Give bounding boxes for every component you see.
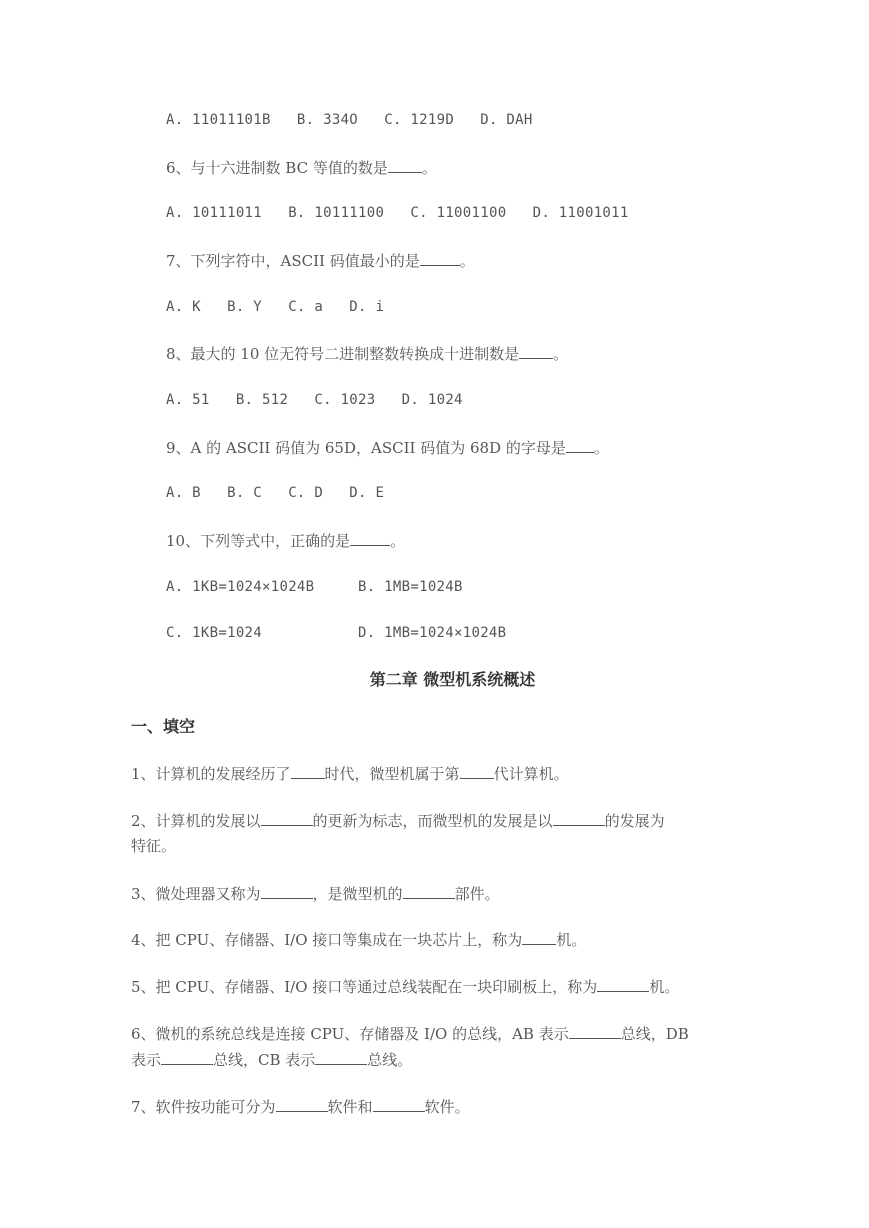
q6-end: 。 [421,159,437,177]
f3-part-a: 3、微处理器又称为 [131,885,261,903]
f3-part-c: 部件。 [454,885,500,903]
answer-blank [403,883,455,899]
q7-text: 7、下列字符中，ASCII 码值最小的是 [166,252,420,270]
fill-question-1 [131,763,569,784]
question-8 [166,343,568,364]
q10-end: 。 [390,532,406,550]
fill-question-2-cont: 特征。 [131,837,177,855]
f6-part-c: 表示 [131,1051,162,1069]
f3-part-b: ，是微型机的 [312,885,403,903]
answer-blank [261,810,313,826]
chapter-title: 第二章 微型机系统概述 [369,670,536,689]
section-title: 一、填空 [131,717,196,736]
q8-options: A. 51 B. 512 C. 1023 D. 1024 [166,392,463,408]
q8-end: 。 [553,345,569,363]
answer-blank [315,1049,367,1065]
fill-question-6 [131,1023,689,1044]
q7-end: 。 [459,252,475,270]
f6-part-d: 总线，CB 表示 [213,1051,316,1069]
f4-part-b: 机。 [556,931,587,949]
f7-part-a: 7、软件按功能可分为 [131,1098,276,1116]
f6-part-b: 总线，DB [620,1025,689,1043]
question-6 [166,157,437,178]
answer-blank [161,1049,213,1065]
q9-options: A. B B. C C. D D. E [166,485,385,501]
q5-options: A. 11011101B B. 334O C. 1219D D. DAH [166,112,533,128]
answer-blank [373,1096,425,1112]
answer-blank [519,343,553,359]
q7-options: A. K B. Y C. a D. i [166,299,385,315]
fill-question-2 [131,810,665,831]
q6-text: 6、与十六进制数 BC 等值的数是 [166,159,388,177]
q10-option-c: C. 1KB=1024 [166,625,263,641]
q9-end: 。 [593,439,609,457]
answer-blank [291,763,325,779]
f6-part-a: 6、微机的系统总线是连接 CPU、存储器及 I/O 的总线，AB 表示 [131,1025,569,1043]
answer-blank [388,157,422,173]
f4-part-a: 4、把 CPU、存储器、I/O 接口等集成在一块芯片上，称为 [131,931,523,949]
q9-text: 9、A 的 ASCII 码值为 65D，ASCII 码值为 68D 的字母是 [166,439,566,457]
fill-question-4 [131,929,586,950]
answer-blank [276,1096,328,1112]
answer-blank [597,976,649,992]
fill-question-7 [131,1096,470,1117]
f6-part-e: 总线。 [367,1051,413,1069]
answer-blank [553,810,605,826]
f1-part-b: 时代，微型机属于第 [324,765,460,783]
q10-text: 10、下列等式中，正确的是 [166,532,351,550]
question-9 [166,437,609,458]
answer-blank [350,530,390,546]
answer-blank [420,250,460,266]
q10-option-b: B. 1MB=1024B [358,579,463,595]
f7-part-c: 软件。 [424,1098,470,1116]
f2-part-a: 2、计算机的发展以 [131,812,261,830]
f5-part-b: 机。 [649,978,680,996]
f7-part-b: 软件和 [327,1098,373,1116]
q6-options: A. 10111011 B. 10111100 C. 11001100 D. 11001011 [166,205,629,221]
f2-part-c: 的发展为 [604,812,665,830]
answer-blank [566,437,594,453]
answer-blank [460,763,494,779]
f1-part-a: 1、计算机的发展经历了 [131,765,291,783]
q10-option-d: D. 1MB=1024×1024B [358,625,507,641]
q10-option-a: A. 1KB=1024×1024B [166,579,315,595]
answer-blank [261,883,313,899]
answer-blank [569,1023,621,1039]
f1-part-c: 代计算机。 [493,765,569,783]
f2-part-b: 的更新为标志，而微型机的发展是以 [312,812,553,830]
question-10 [166,530,405,551]
f5-part-a: 5、把 CPU、存储器、I/O 接口等通过总线装配在一块印刷板上，称为 [131,978,598,996]
fill-question-5 [131,976,679,997]
fill-question-3 [131,883,500,904]
question-7 [166,250,475,271]
fill-question-6-cont [131,1049,412,1070]
q8-text: 8、最大的 10 位无符号二进制整数转换成十进制数是 [166,345,520,363]
answer-blank [522,929,556,945]
